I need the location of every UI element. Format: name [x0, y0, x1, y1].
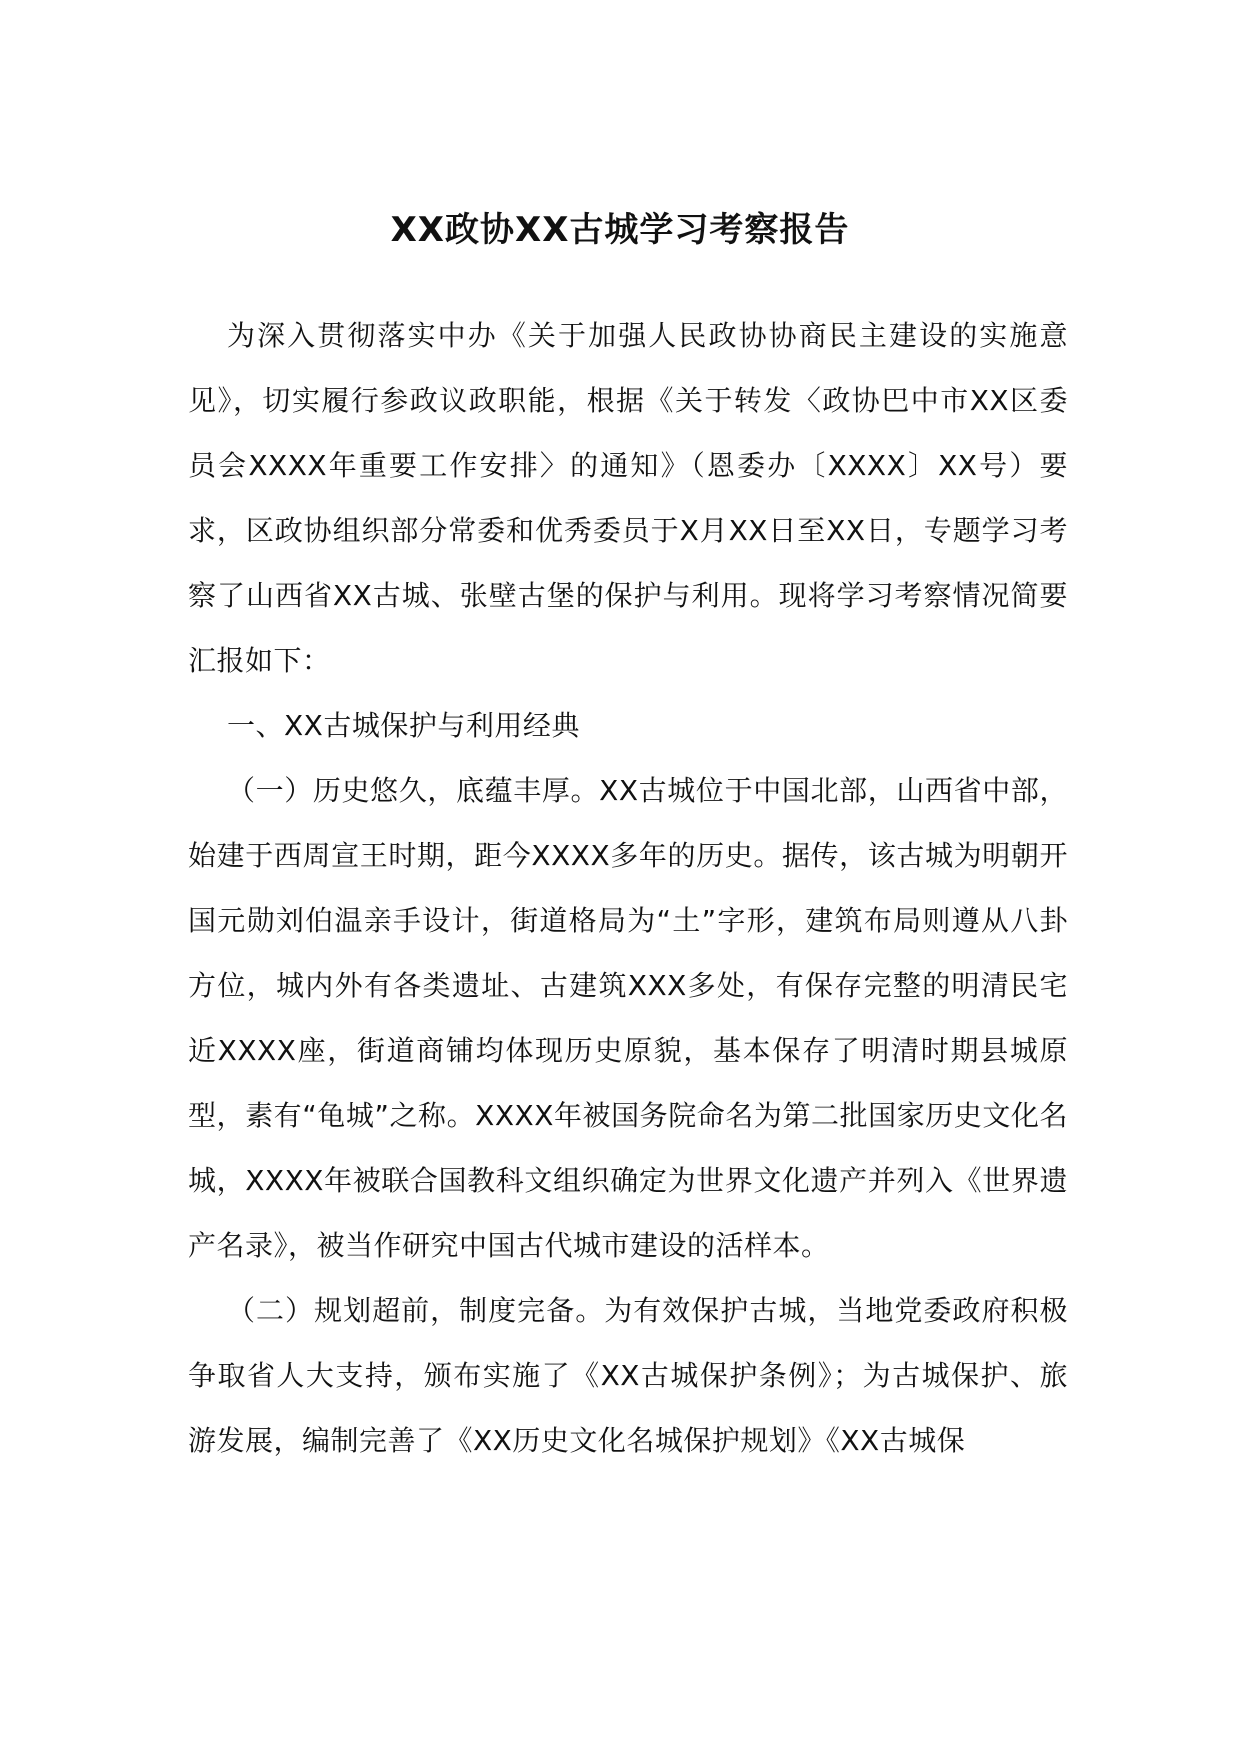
section-heading-1: 一、XX古城保护与利用经典 [227, 709, 580, 742]
paragraph-history: （一）历史悠久，底蕴丰厚。XX古城位于中国北部，山西省中部，始建于西周宣王时期，距今XXXX多年的历史。据传，该古城为明朝开国元勋刘伯温亲手设计，街道格局为“土”字形，建筑布局则遵从八卦方位，城内外有各类遗址、古建筑XXX多处，有保存完整的明清民宅近XXXX座，街道商铺均体现历史原貌，基本保存了明清时期县城原型，素有“龟城”之称。XXXX年被国务院命名为第二批国家历史文化名城，XXXX年被联合国教科文组织确定为世界文化遗产并列入《世界遗产名录》，被当作研究中国古代城市建设的活样本。 [188, 774, 1068, 1262]
paragraph-planning: （二）规划超前，制度完备。为有效保护古城，当地党委政府积极争取省人大支持，颁布实施了《XX古城保护条例》；为古城保护、旅游发展，编制完善了《XX历史文化名城保护规划》《XX古城保 [188, 1294, 1068, 1457]
document-body [188, 303, 1068, 1473]
document-title: XX政协XX古城学习考察报告 [390, 210, 850, 250]
paragraph-intro: 为深入贯彻落实中办《关于加强人民政协协商民主建设的实施意见》，切实履行参政议政职能，根据《关于转发〈政协巴中市XX区委员会XXXX年重要工作安排〉的通知》（恩委办〔XXXX〕XX号）要求，区政协组织部分常委和优秀委员于X月XX日至XX日，专题学习考察了山西省XX古城、张壁古堡的保护与利用。现将学习考察情况简要汇报如下： [188, 319, 1068, 677]
